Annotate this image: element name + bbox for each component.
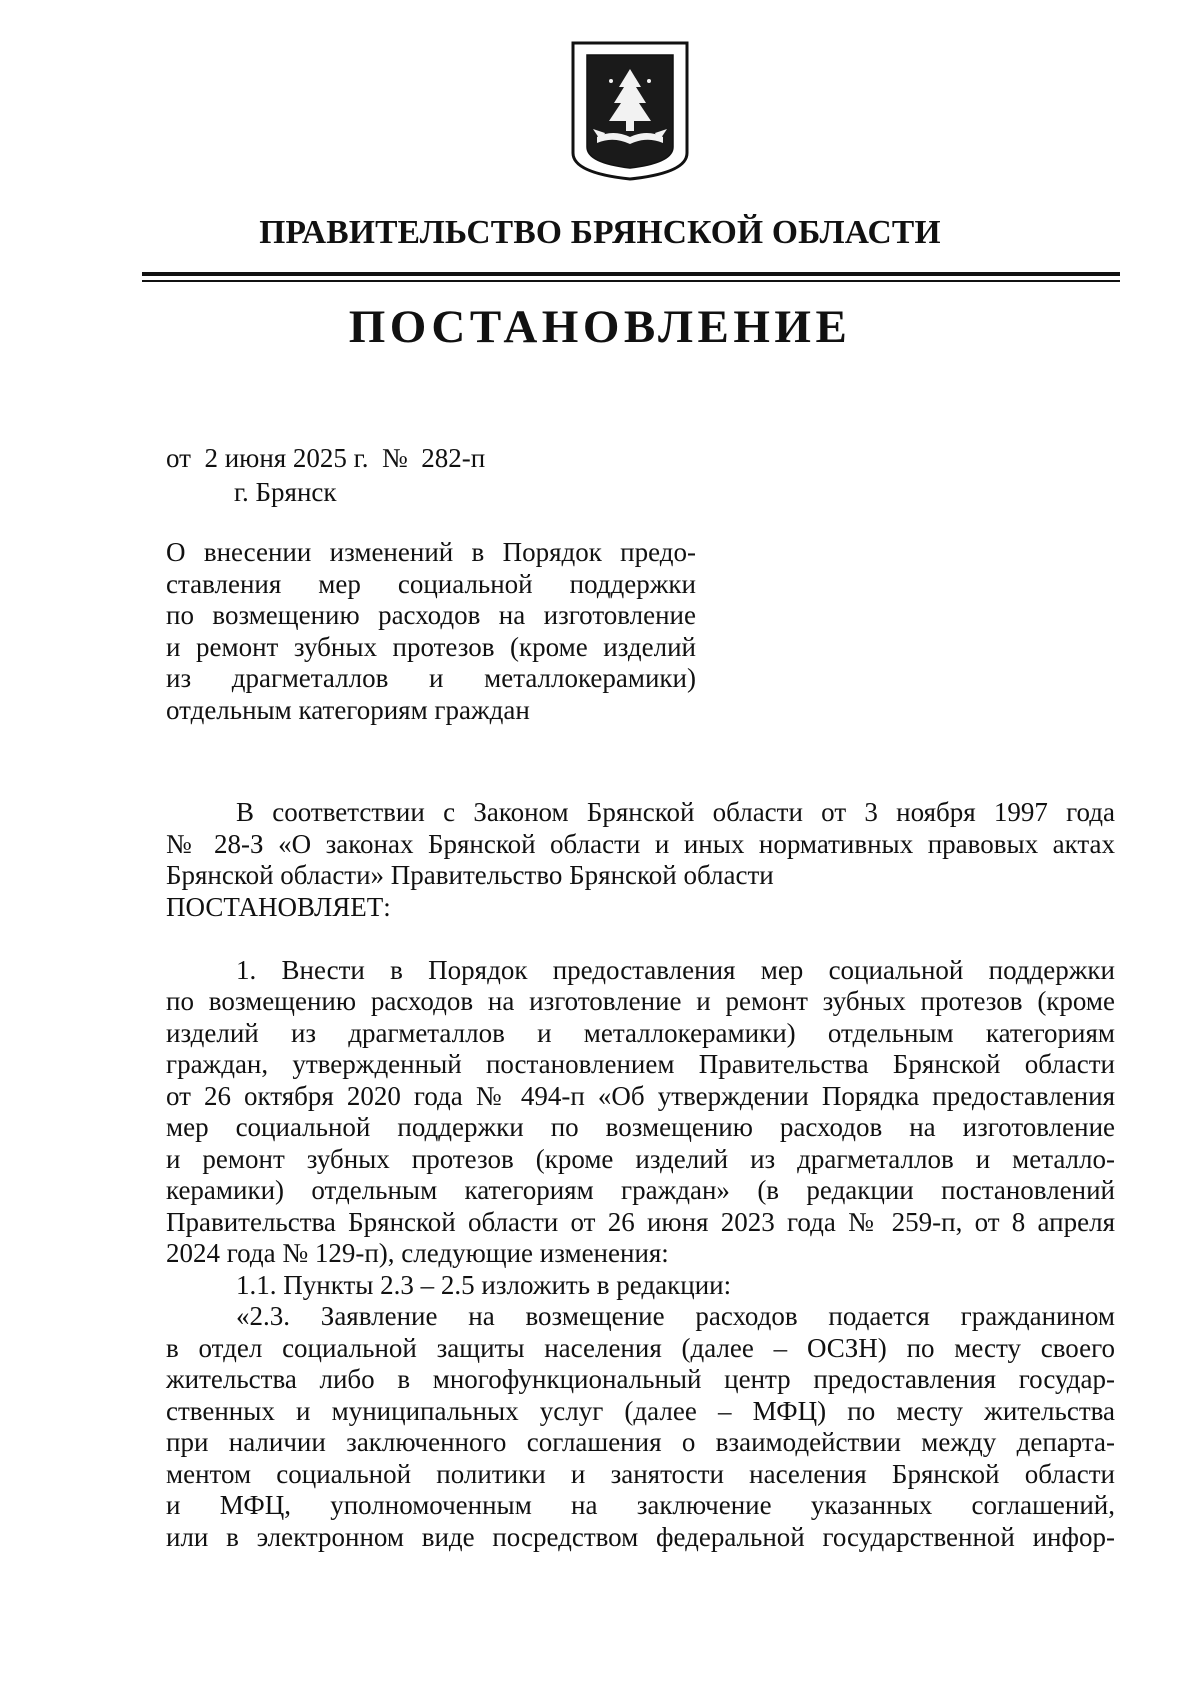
body-line: и ремонт зубных протезов (кроме изделий из драгметаллов и металло- [166, 1143, 1115, 1174]
subject-line: ставления мер социальной поддержки [166, 568, 696, 599]
body-line: или в электронном виде посредством федеральной государственной инфор- [166, 1521, 1115, 1552]
body-line: 1. Внести в Порядок предоставления мер социальной поддержки [236, 954, 1115, 985]
document-type-heading: ПОСТАНОВЛЕНИЕ [348, 301, 852, 353]
item-1-paragraph [166, 955, 1115, 1270]
subject-line: отдельным категориям граждан [166, 694, 530, 725]
header-divider-thin [142, 280, 1120, 282]
document-body [166, 797, 1115, 1553]
body-line: в отдел социальной защиты населения (далее – ОСЗН) по месту своего [166, 1332, 1115, 1363]
preamble-paragraph [166, 797, 1115, 923]
body-line: жительства либо в многофункциональный центр предоставления государ- [166, 1364, 1115, 1394]
body-line: керамики) отдельным категориям граждан» (в редакции постановлений [166, 1175, 1115, 1205]
body-line: по возмещению расходов на изготовление и ремонт зубных протезов (кроме [166, 986, 1115, 1016]
city-line: г. Брянск [234, 477, 337, 507]
subject-line: из драгметаллов и металлокерамики) [166, 663, 696, 693]
body-line: В соответствии с Законом Брянской области от 3 ноября 1997 года [236, 797, 1115, 827]
body-line: при наличии заключенного соглашения о взаимодействии между департа- [166, 1427, 1115, 1457]
body-line: ственных и муниципальных услуг (далее – МФЦ) по месту жительства [166, 1395, 1115, 1426]
body-line: ментом социальной политики и занятости населения Брянской области [166, 1458, 1115, 1489]
organization-title: ПРАВИТЕЛЬСТВО БРЯНСКОЙ ОБЛАСТИ [259, 214, 941, 251]
decree-keyword: ПОСТАНОВЛЯЕТ: [166, 891, 391, 922]
body-line: изделий из драгметаллов и металлокерамики) отдельным категориям [166, 1017, 1115, 1048]
subject-line: О внесении изменений в Порядок предо- [166, 537, 696, 567]
subject-line: и ремонт зубных протезов (кроме изделий [166, 631, 696, 662]
coat-of-arms-emblem [571, 41, 689, 181]
body-line: граждан, утвержденный постановлением Правительства Брянской области [166, 1049, 1115, 1079]
subject-line: по возмещению расходов на изготовление [166, 600, 696, 630]
body-line: 2024 года № 129-п), следующие изменения: [166, 1238, 669, 1268]
bryansk-coat-of-arms-icon [571, 41, 689, 181]
item-2-3-paragraph [166, 1301, 1115, 1553]
date-number-line: от 2 июня 2025 г. № 282-п [166, 443, 486, 473]
body-line: мер социальной поддержки по возмещению расходов на изготовление [166, 1112, 1115, 1142]
body-line: и МФЦ, уполномоченным на заключение указанных соглашений, [166, 1490, 1115, 1520]
body-line: Брянской области» Правительство Брянской области [166, 860, 774, 890]
body-line: № 28-З «О законах Брянской области и иных нормативных правовых актах [166, 828, 1115, 859]
body-line: Правительства Брянской области от 26 июня 2023 года № 259-п, от 8 апреля [166, 1206, 1115, 1237]
body-line: «2.3. Заявление на возмещение расходов подается гражданином [236, 1301, 1115, 1331]
header-divider-thick [142, 272, 1120, 276]
body-line: от 26 октября 2020 года № 494-п «Об утверждении Порядка предоставления [166, 1080, 1115, 1111]
document-subject [166, 537, 696, 726]
item-1-1-line: 1.1. Пункты 2.3 – 2.5 изложить в редакции: [236, 1269, 732, 1300]
paragraph-spacer [166, 923, 1115, 955]
